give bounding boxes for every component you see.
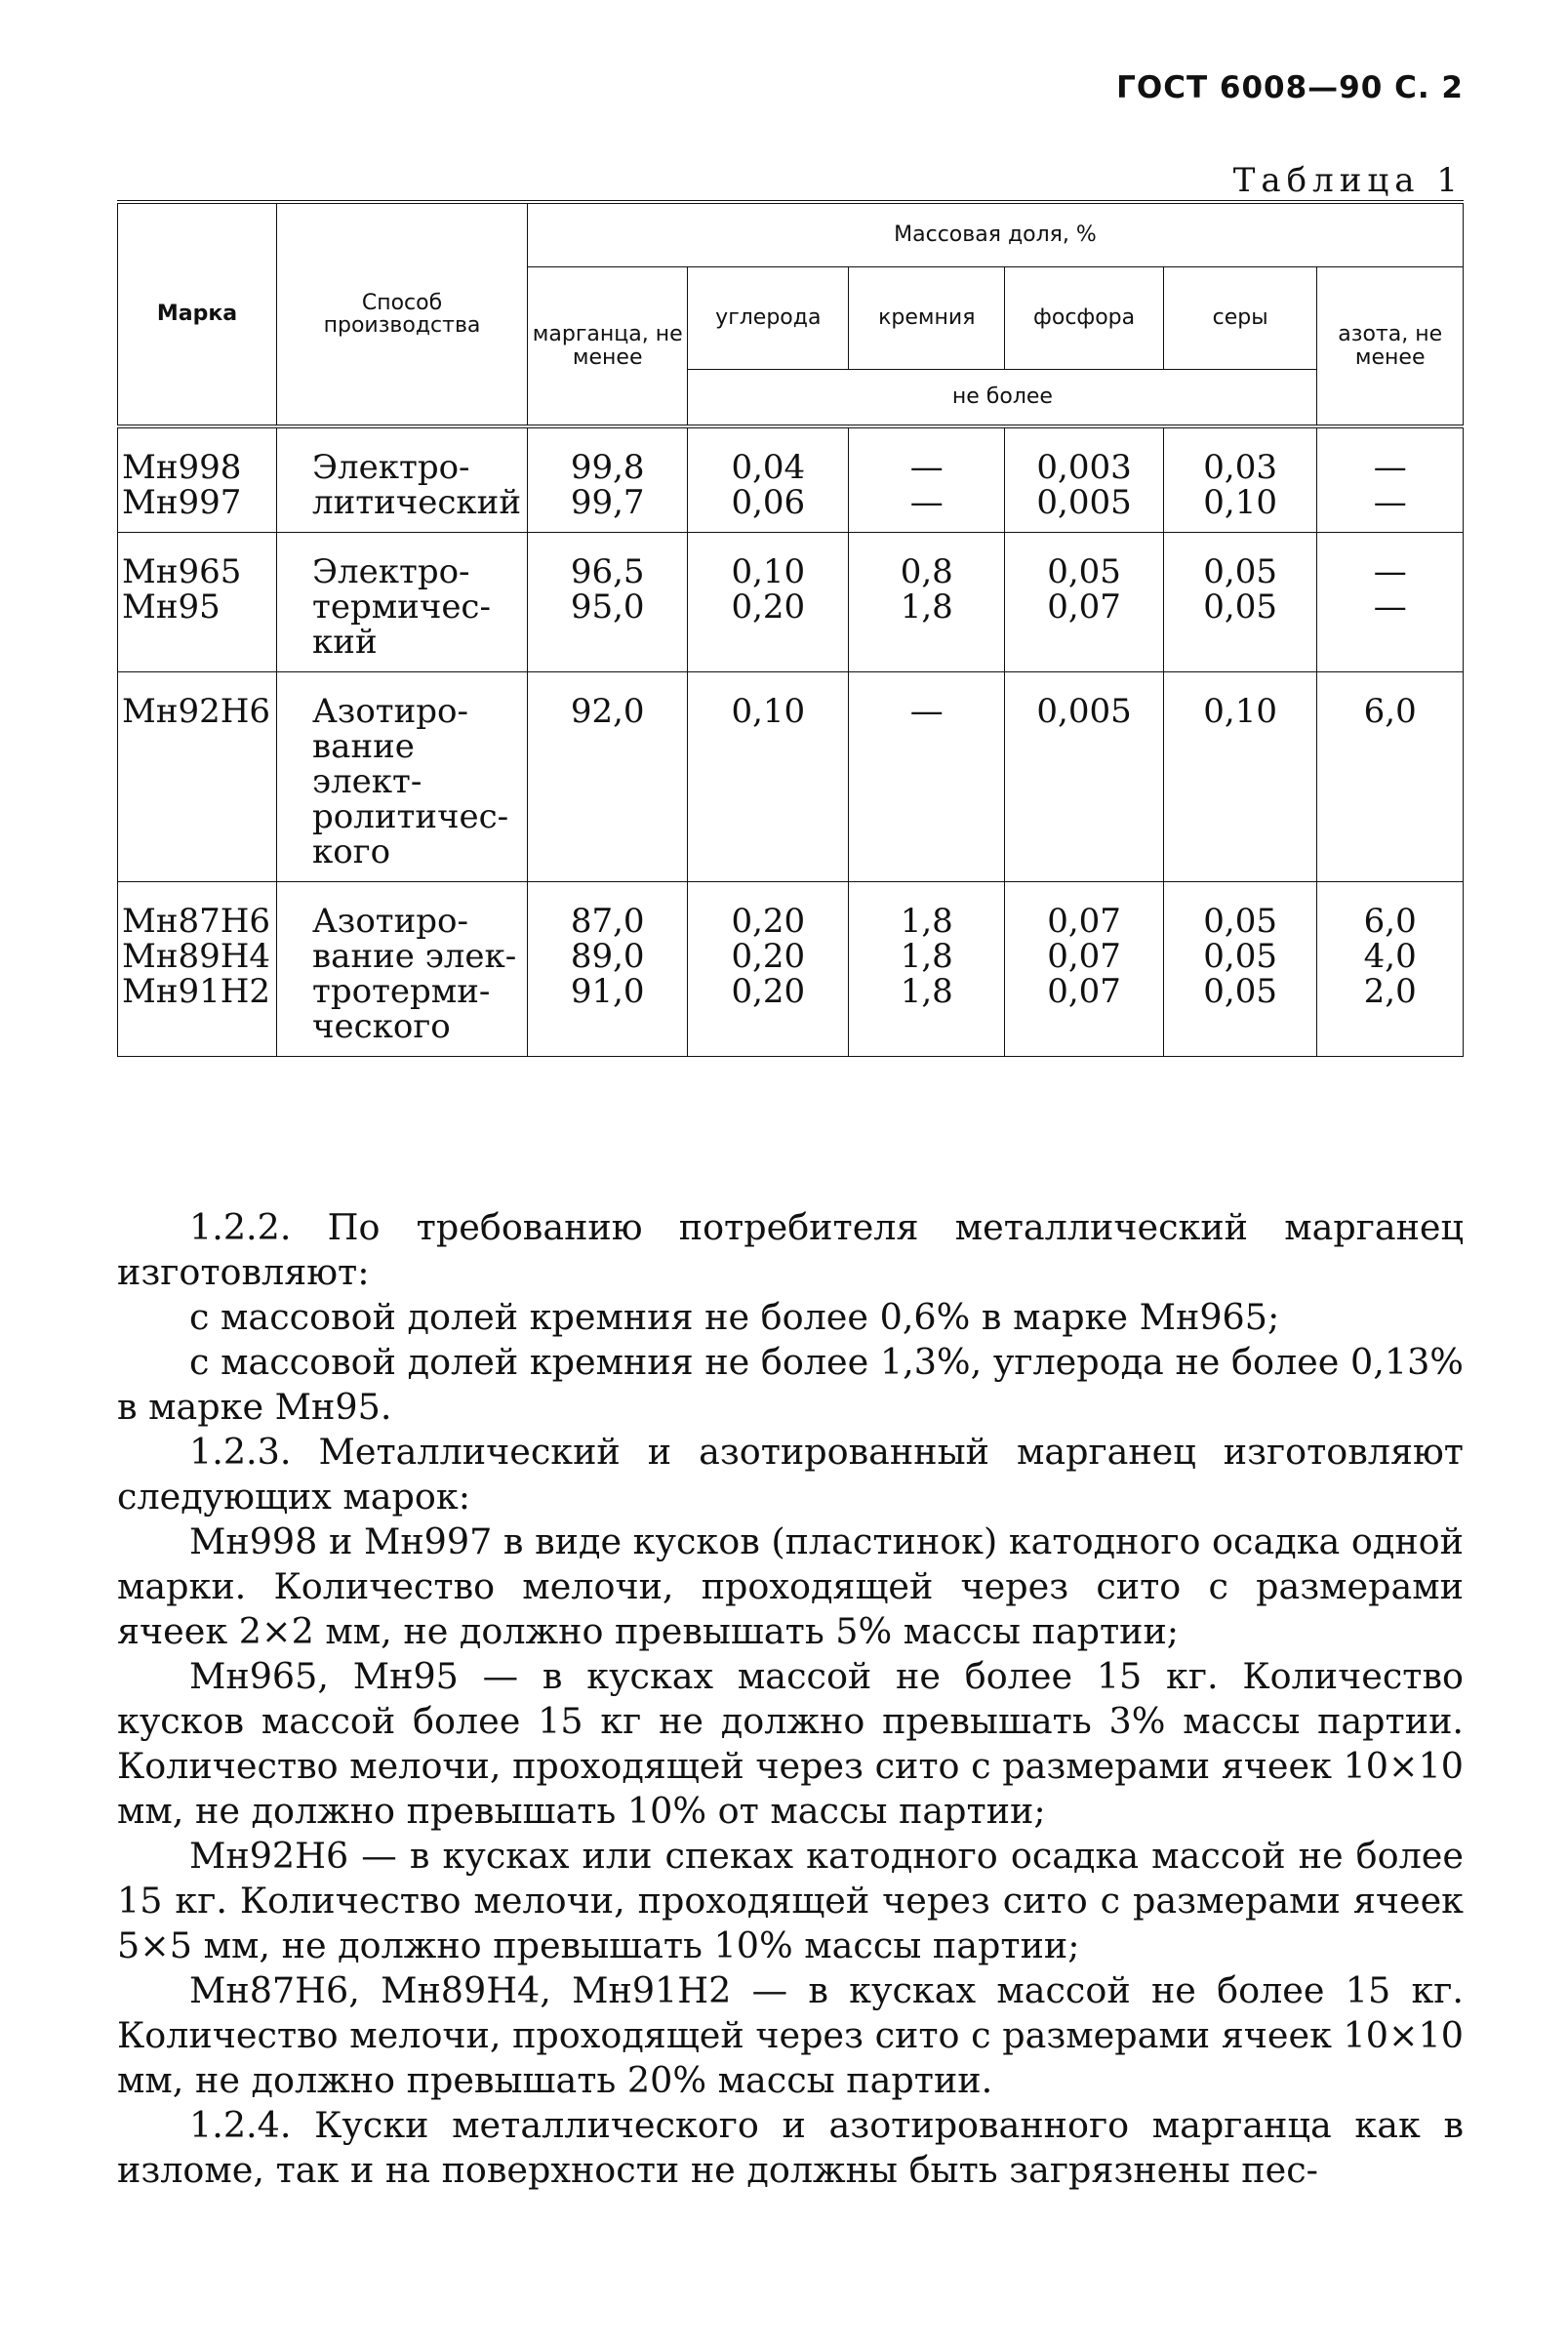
cell-method-line: кий — [312, 623, 378, 662]
cell-manganese — [527, 533, 687, 672]
cell-silicon — [849, 426, 1005, 533]
cell-silicon-line: 1,8 — [900, 902, 953, 941]
cell-manganese-line: 92,0 — [570, 692, 645, 731]
cell-grade-line: Мн965 — [122, 552, 242, 591]
cell-silicon — [849, 672, 1005, 882]
cell-phosphorus-line: 0,07 — [1047, 902, 1121, 941]
cell-carbon — [688, 672, 849, 882]
cell-method — [277, 882, 528, 1057]
cell-nitrogen — [1317, 882, 1464, 1057]
cell-phosphorus — [1005, 533, 1164, 672]
cell-sulfur — [1163, 672, 1317, 882]
cell-carbon-line: 0,20 — [731, 937, 806, 976]
paragraph: Мн965, Мн95 — в кусках массой не более 15 кг. Количество кусков массой более 15 кг не должно превышать 3% массы партии. Количество мелочи, проходящей через сито с размерами ячеек 10×10 мм, не должно превышать 10% от массы партии; — [117, 1655, 1464, 1832]
header-sulfur: серы — [1163, 267, 1317, 370]
cell-carbon — [688, 882, 849, 1057]
table-caption: Таблица 1 — [1232, 161, 1464, 200]
table-row — [118, 426, 1464, 533]
table-row — [118, 672, 1464, 882]
cell-sulfur-line: 0,10 — [1203, 483, 1277, 522]
cell-nitrogen-line: — — [1373, 552, 1407, 591]
cell-manganese-line: 99,8 — [570, 448, 645, 487]
cell-method-line: ролитичес- — [312, 797, 509, 836]
header-nitrogen: азота, не менее — [1317, 267, 1464, 427]
cell-phosphorus-line: 0,005 — [1036, 483, 1132, 522]
cell-grade-line: Мн87Н6 — [122, 902, 271, 941]
header-method: Способ производства — [277, 202, 528, 426]
header-phosphorus: фосфора — [1005, 267, 1164, 370]
cell-phosphorus-line: 0,003 — [1036, 448, 1132, 487]
table-row — [118, 533, 1464, 672]
cell-method-line: тротерми- — [312, 972, 491, 1011]
cell-method-line: Азотиро- — [312, 692, 468, 731]
cell-sulfur-line: 0,10 — [1203, 692, 1277, 731]
cell-method-line: термичес- — [312, 587, 491, 627]
composition-table — [117, 200, 1464, 1057]
cell-sulfur-line: 0,05 — [1203, 902, 1277, 941]
cell-nitrogen-line: — — [1373, 587, 1407, 627]
cell-sulfur-line: 0,05 — [1203, 937, 1277, 976]
cell-phosphorus-line: 0,07 — [1047, 972, 1121, 1011]
cell-grade-line: Мн92Н6 — [122, 692, 271, 731]
header-grade: Марка — [118, 202, 277, 426]
cell-method-line: Электро- — [312, 552, 470, 591]
paragraph: 1.2.3. Металлический и азотированный марганец изготовляют следующих марок: — [117, 1431, 1464, 1518]
cell-grade — [118, 533, 277, 672]
body-text — [117, 1205, 1464, 2193]
cell-method-line: вание элек- — [312, 937, 517, 976]
cell-silicon-line: — — [909, 483, 944, 522]
table-body — [118, 426, 1464, 1057]
cell-grade — [118, 672, 277, 882]
cell-manganese-line: 96,5 — [570, 552, 645, 591]
cell-method — [277, 533, 528, 672]
cell-silicon-line: 0,8 — [900, 552, 953, 591]
cell-carbon-line: 0,20 — [731, 902, 806, 941]
page-header: ГОСТ 6008—90 С. 2 — [1116, 70, 1464, 105]
cell-nitrogen-line: — — [1373, 448, 1407, 487]
cell-carbon-line: 0,06 — [731, 483, 806, 522]
cell-sulfur-line: 0,05 — [1203, 552, 1277, 591]
cell-sulfur — [1163, 533, 1317, 672]
cell-silicon — [849, 882, 1005, 1057]
cell-manganese — [527, 672, 687, 882]
cell-nitrogen-line: — — [1373, 483, 1407, 522]
cell-manganese-line: 89,0 — [570, 937, 645, 976]
cell-manganese-line: 95,0 — [570, 587, 645, 627]
cell-manganese-line: 99,7 — [570, 483, 645, 522]
cell-carbon-line: 0,20 — [731, 587, 806, 627]
cell-carbon — [688, 533, 849, 672]
paragraph: Мн92Н6 — в кусках или спеках катодного осадка массой не более 15 кг. Количество мелочи, проходящей через сито с размерами ячеек 5×5 мм, не должно превышать 10% массы партии; — [117, 1835, 1464, 1966]
cell-carbon-line: 0,20 — [731, 972, 806, 1011]
cell-grade-line: Мн91Н2 — [122, 972, 271, 1011]
paragraph: с массовой долей кремния не более 0,6% в марке Мн965; — [189, 1296, 1280, 1338]
cell-sulfur-line: 0,03 — [1203, 448, 1277, 487]
cell-nitrogen-line: 4,0 — [1363, 937, 1417, 976]
cell-sulfur-line: 0,05 — [1203, 972, 1277, 1011]
cell-sulfur — [1163, 426, 1317, 533]
cell-method-line: литический — [312, 483, 521, 522]
table-row — [118, 882, 1464, 1057]
cell-method — [277, 672, 528, 882]
cell-method-line: Азотиро- — [312, 902, 468, 941]
cell-grade — [118, 426, 277, 533]
cell-grade — [118, 882, 277, 1057]
cell-manganese-line: 91,0 — [570, 972, 645, 1011]
cell-manganese-line: 87,0 — [570, 902, 645, 941]
cell-phosphorus-line: 0,07 — [1047, 937, 1121, 976]
cell-nitrogen — [1317, 672, 1464, 882]
header-mass-fraction: Массовая доля, % — [527, 202, 1463, 267]
cell-phosphorus-line: 0,07 — [1047, 587, 1121, 627]
header-carbon: углерода — [688, 267, 849, 370]
cell-method-line: Электро- — [312, 448, 470, 487]
header-manganese: марганца, не менее — [527, 267, 687, 427]
cell-method-line: ческого — [312, 1007, 451, 1046]
cell-method-line: вание элект- — [312, 727, 422, 801]
cell-grade-line: Мн998 — [122, 448, 242, 487]
cell-phosphorus — [1005, 882, 1164, 1057]
paragraph: 1.2.4. Куски металлического и азотированного марганца как в изломе, так и на поверхности не должны быть загрязнены пес- — [117, 2104, 1464, 2191]
cell-silicon-line: — — [909, 448, 944, 487]
cell-silicon-line: 1,8 — [900, 587, 953, 627]
cell-carbon — [688, 426, 849, 533]
cell-sulfur-line: 0,05 — [1203, 587, 1277, 627]
cell-nitrogen — [1317, 426, 1464, 533]
cell-method — [277, 426, 528, 533]
cell-manganese — [527, 882, 687, 1057]
cell-silicon — [849, 533, 1005, 672]
cell-nitrogen — [1317, 533, 1464, 672]
cell-nitrogen-line: 6,0 — [1363, 692, 1417, 731]
cell-silicon-line: — — [909, 692, 944, 731]
cell-carbon-line: 0,10 — [731, 552, 806, 591]
cell-grade-line: Мн95 — [122, 587, 221, 627]
cell-silicon-line: 1,8 — [900, 972, 953, 1011]
paragraph: Мн87Н6, Мн89Н4, Мн91Н2 — в кусках массой не более 15 кг. Количество мелочи, проходящей через сито с размерами ячеек 10×10 мм, не должно превышать 20% массы партии. — [117, 1969, 1464, 2101]
header-silicon: кремния — [849, 267, 1005, 370]
cell-carbon-line: 0,04 — [731, 448, 806, 487]
cell-method-line: кого — [312, 832, 391, 871]
cell-phosphorus — [1005, 426, 1164, 533]
cell-phosphorus-line: 0,005 — [1036, 692, 1132, 731]
cell-phosphorus — [1005, 672, 1164, 882]
cell-grade-line: Мн997 — [122, 483, 242, 522]
cell-carbon-line: 0,10 — [731, 692, 806, 731]
paragraph: 1.2.2. По требованию потребителя металлический марганец изготовляют: — [117, 1206, 1464, 1293]
paragraph: с массовой долей кремния не более 1,3%, углерода не более 0,13% в марке Мн95. — [117, 1341, 1464, 1428]
cell-grade-line: Мн89Н4 — [122, 937, 271, 976]
cell-nitrogen-line: 2,0 — [1363, 972, 1417, 1011]
cell-manganese — [527, 426, 687, 533]
cell-sulfur — [1163, 882, 1317, 1057]
cell-silicon-line: 1,8 — [900, 937, 953, 976]
paragraph: Мн998 и Мн997 в виде кусков (пластинок) катодного осадка одной марки. Количество мелочи, проходящей через сито с размерами ячеек 2×2 мм, не должно превышать 5% массы партии; — [117, 1520, 1464, 1652]
header-not-more-than: не более — [688, 370, 1317, 427]
cell-nitrogen-line: 6,0 — [1363, 902, 1417, 941]
cell-phosphorus-line: 0,05 — [1047, 552, 1121, 591]
